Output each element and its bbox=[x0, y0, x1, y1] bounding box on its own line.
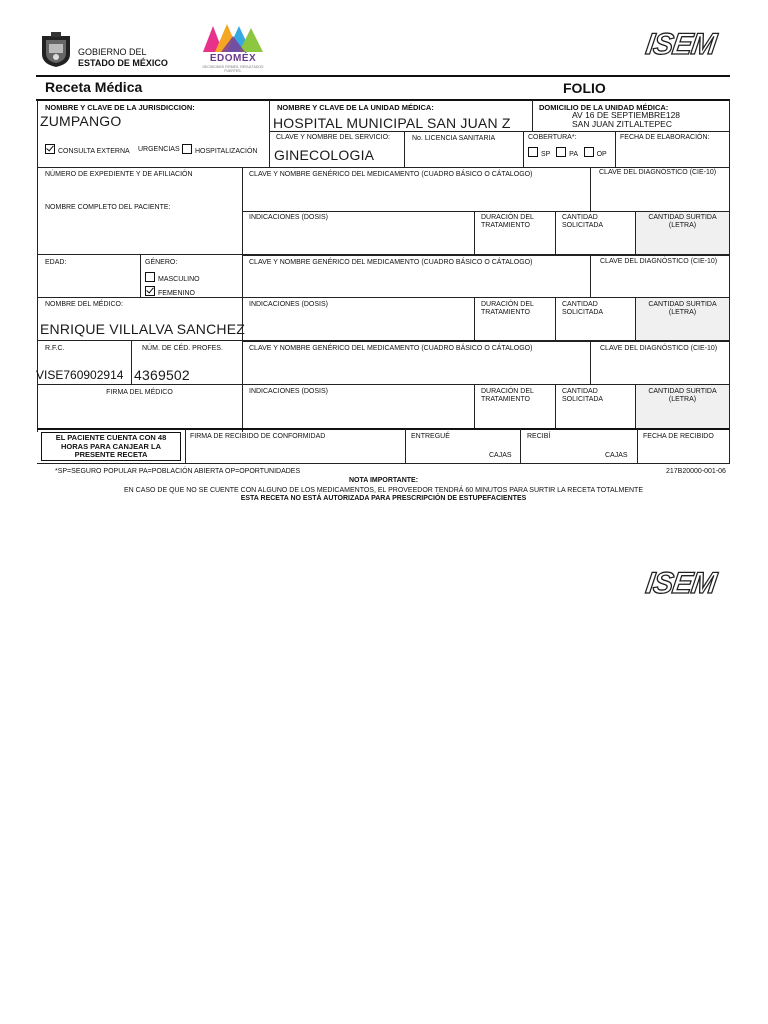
recibi-label: RECIBÍ bbox=[527, 433, 551, 440]
med1-clave-field[interactable] bbox=[246, 181, 588, 209]
med3-clave-label: CLAVE Y NOMBRE GENÉRICO DEL MEDICAMENTO (CUADRO BÁSICO O CÁTALOGO) bbox=[249, 345, 533, 352]
jurisdiccion-field[interactable]: ZUMPANGO bbox=[40, 113, 122, 129]
rfc-label: R.F.C. bbox=[45, 345, 65, 352]
med3-cantidad-line2: SOLICITADA bbox=[562, 396, 604, 403]
cobertura-op-label: OP bbox=[596, 151, 607, 158]
edomex-wordmark: EDOMÉX bbox=[209, 53, 257, 64]
med3-surtida-label bbox=[636, 388, 729, 404]
cobertura-pa-checkbox[interactable] bbox=[556, 147, 566, 157]
header-rule bbox=[36, 75, 730, 77]
med2-surtida-label bbox=[636, 301, 729, 317]
entregue-label: ENTREGUÉ bbox=[411, 433, 450, 440]
med2-duracion-line1: DURACIÓN DEL bbox=[481, 301, 534, 308]
consulta-externa-label: CONSULTA EXTERNA bbox=[58, 148, 130, 155]
gov-line1: GOBIERNO DEL bbox=[78, 47, 147, 57]
firma-recibido-label: FIRMA DE RECIBIDO DE CONFORMIDAD bbox=[190, 433, 326, 440]
edomex-tagline: DECISIONES FIRMES, RESULTADOS FUERTES. bbox=[202, 65, 264, 73]
cobertura-sp-label: SP bbox=[541, 151, 551, 158]
gobierno-logo-text bbox=[78, 47, 168, 69]
cedula-label: NÚM. DE CÉD. PROFES. bbox=[142, 345, 223, 352]
genero-masculino-option[interactable] bbox=[145, 272, 200, 284]
firma-medico-field[interactable] bbox=[40, 398, 240, 426]
masculino-checkbox[interactable] bbox=[145, 272, 155, 282]
med1-cantidad-label bbox=[562, 214, 603, 230]
med1-duracion-line1: DURACIÓN DEL bbox=[481, 214, 534, 221]
med3-cantidad-label bbox=[562, 388, 603, 404]
gov-line2: ESTADO DE MÉXICO bbox=[78, 58, 168, 68]
entregue-cajas-label: CAJAS bbox=[489, 452, 512, 459]
med3-cantidad-line1: CANTIDAD bbox=[562, 388, 598, 395]
recibi-cajas-label: CAJAS bbox=[605, 452, 628, 459]
expediente-label: NÚMERO DE EXPEDIENTE Y DE AFILIACIÓN bbox=[45, 171, 193, 178]
med3-clave-field[interactable] bbox=[246, 355, 588, 382]
med1-surtida-line1: CANTIDAD SURTIDA bbox=[648, 214, 717, 221]
med2-duracion-line2: TRATAMIENTO bbox=[481, 309, 530, 316]
med3-diagnostico-label: CLAVE DEL DIAGNÓSTICO (CIE-10) bbox=[600, 345, 718, 352]
nota-importante-text: EN CASO DE QUE NO SE CUENTE CON ALGUNO DE LOS MEDICAMENTOS, EL PROVEEDOR TENDRÁ 60 MINUTOS PARA SURTIR LA RECETA TOTALMENTE bbox=[123, 487, 644, 494]
cobertura-footnote: *SP=SEGURO POPULAR PA=POBLACIÓN ABIERTA OP=OPORTUNIDADES bbox=[55, 468, 301, 475]
med2-cantidad-line1: CANTIDAD bbox=[562, 301, 598, 308]
med1-duracion-line2: TRATAMIENTO bbox=[481, 222, 530, 229]
fecha-elaboracion-label: FECHA DE ELABORACIÓN: bbox=[620, 134, 710, 141]
urgencias-label[interactable]: URGENCIAS bbox=[138, 146, 180, 153]
med2-surtida-line2: (LETRA) bbox=[668, 309, 697, 316]
med2-diagnostico-label: CLAVE DEL DIAGNÓSTICO (CIE-10) bbox=[600, 258, 718, 265]
med1-clave-label: CLAVE Y NOMBRE GENÉRICO DEL MEDICAMENTO (CUADRO BÁSICO O CÁTALOGO) bbox=[249, 171, 533, 178]
med3-indicaciones-field[interactable] bbox=[246, 398, 472, 426]
document-title: Receta Médica bbox=[45, 79, 143, 95]
edomex-logo-icon bbox=[201, 22, 265, 54]
expediente-field[interactable] bbox=[40, 180, 240, 200]
domicilio-line2: SAN JUAN ZITLALTEPEC bbox=[572, 119, 672, 129]
servicio-label: CLAVE Y NOMBRE DEL SERVICIO: bbox=[276, 134, 390, 141]
med2-clave-field[interactable] bbox=[246, 268, 588, 295]
med1-diagnostico-label: CLAVE DEL DIAGNÓSTICO (CIE-10) bbox=[599, 169, 717, 176]
unidad-medica-field[interactable]: HOSPITAL MUNICIPAL SAN JUAN Z bbox=[273, 115, 511, 131]
estado-mexico-seal-icon bbox=[38, 30, 74, 68]
med1-surtida-label bbox=[636, 214, 729, 230]
med3-duracion-line1: DURACIÓN DEL bbox=[481, 388, 534, 395]
masculino-label: MASCULINO bbox=[158, 276, 200, 283]
consulta-externa-checkbox[interactable] bbox=[45, 144, 55, 154]
firma-recibido-field[interactable] bbox=[188, 442, 403, 462]
med1-indicaciones-field[interactable] bbox=[246, 224, 472, 252]
form-code: 217B20000-001-06 bbox=[666, 468, 726, 475]
fecha-elaboracion-field[interactable] bbox=[616, 143, 729, 167]
med3-diagnostico-field[interactable] bbox=[594, 355, 727, 382]
medico-field[interactable]: ENRIQUE VILLALVA SANCHEZ bbox=[40, 321, 246, 337]
cobertura-options bbox=[528, 147, 607, 159]
unidad-medica-label: NOMBRE Y CLAVE DE LA UNIDAD MÉDICA: bbox=[277, 103, 434, 112]
cobertura-pa-label: PA bbox=[569, 151, 578, 158]
med2-cantidad-line2: SOLICITADA bbox=[562, 309, 604, 316]
domicilio-field[interactable] bbox=[572, 111, 680, 129]
med3-duracion-line2: TRATAMIENTO bbox=[481, 396, 530, 403]
fecha-recibido-field[interactable] bbox=[640, 442, 728, 462]
cobertura-sp-checkbox[interactable] bbox=[528, 147, 538, 157]
nombre-paciente-label: NOMBRE COMPLETO DEL PACIENTE: bbox=[45, 204, 171, 211]
edad-field[interactable] bbox=[40, 268, 138, 296]
med2-duracion-label bbox=[481, 301, 534, 317]
med2-indicaciones-field[interactable] bbox=[246, 311, 472, 338]
genero-label: GÉNERO: bbox=[145, 259, 178, 266]
med1-cantidad-line1: CANTIDAD bbox=[562, 214, 598, 221]
header-rule-bottom bbox=[36, 99, 730, 101]
folio-label: FOLIO bbox=[563, 80, 606, 96]
cobertura-label: COBERTURA*: bbox=[528, 134, 577, 141]
firma-medico-label: FIRMA DEL MÉDICO bbox=[106, 389, 173, 396]
genero-femenino-option[interactable] bbox=[145, 286, 195, 298]
nota-importante-title: NOTA IMPORTANTE: bbox=[348, 477, 419, 484]
medico-label: NOMBRE DEL MÉDICO: bbox=[45, 301, 123, 308]
med2-clave-label: CLAVE Y NOMBRE GENÉRICO DEL MEDICAMENTO (CUADRO BÁSICO O CÁTALOGO) bbox=[249, 259, 533, 266]
isem-logo-bottom: ISEM bbox=[643, 567, 718, 600]
nombre-paciente-field[interactable] bbox=[40, 214, 240, 252]
med3-surtida-line1: CANTIDAD SURTIDA bbox=[648, 388, 717, 395]
med1-diagnostico-field[interactable] bbox=[594, 179, 727, 209]
isem-logo: ISEM bbox=[643, 28, 718, 61]
med1-cantidad-line2: SOLICITADA bbox=[562, 222, 604, 229]
med3-indicaciones-label: INDICACIONES (DOSIS) bbox=[249, 388, 328, 395]
hospitalizacion-checkbox[interactable] bbox=[182, 144, 192, 154]
servicio-field[interactable]: GINECOLOGIA bbox=[274, 147, 375, 163]
domicilio-line1: AV 16 DE SEPTIEMBRE128 bbox=[572, 110, 681, 120]
consulta-externa-option[interactable] bbox=[45, 144, 130, 156]
domicilio-label: DOMICILIO DE LA UNIDAD MÉDICA: bbox=[539, 103, 669, 112]
hospitalizacion-option[interactable] bbox=[182, 144, 258, 156]
hospitalizacion-label: HOSPITALIZACIÓN bbox=[195, 148, 258, 155]
cedula-field[interactable]: 4369502 bbox=[134, 367, 190, 383]
jurisdiccion-label: NOMBRE Y CLAVE DE LA JURISDICCION: bbox=[45, 103, 195, 112]
med3-duracion-label bbox=[481, 388, 534, 404]
cobertura-op-checkbox[interactable] bbox=[584, 147, 594, 157]
femenino-checkbox[interactable] bbox=[145, 286, 155, 296]
edad-label: EDAD: bbox=[45, 259, 67, 266]
med1-indicaciones-label: INDICACIONES (DOSIS) bbox=[249, 214, 328, 221]
aviso-48-horas: EL PACIENTE CUENTA CON 48 HORAS PARA CANJEAR LA PRESENTE RECETA bbox=[41, 432, 181, 461]
nota-estupefacientes-warning: ESTA RECETA NO ESTÁ AUTORIZADA PARA PRESCRIPCIÓN DE ESTUPEFACIENTES bbox=[240, 495, 527, 502]
med2-indicaciones-label: INDICACIONES (DOSIS) bbox=[249, 301, 328, 308]
licencia-label: No. LICENCIA SANITARIA bbox=[412, 135, 496, 142]
med2-diagnostico-field[interactable] bbox=[594, 268, 727, 295]
med1-duracion-label bbox=[481, 214, 534, 230]
femenino-label: FEMENINO bbox=[158, 290, 195, 297]
med2-surtida-line1: CANTIDAD SURTIDA bbox=[648, 301, 717, 308]
rfc-field[interactable]: VISE760902914 bbox=[36, 368, 124, 382]
licencia-field[interactable] bbox=[405, 143, 523, 167]
med3-surtida-line2: (LETRA) bbox=[668, 396, 697, 403]
med2-cantidad-label bbox=[562, 301, 603, 317]
med1-surtida-line2: (LETRA) bbox=[668, 222, 697, 229]
fecha-recibido-label: FECHA DE RECIBIDO bbox=[643, 433, 714, 440]
